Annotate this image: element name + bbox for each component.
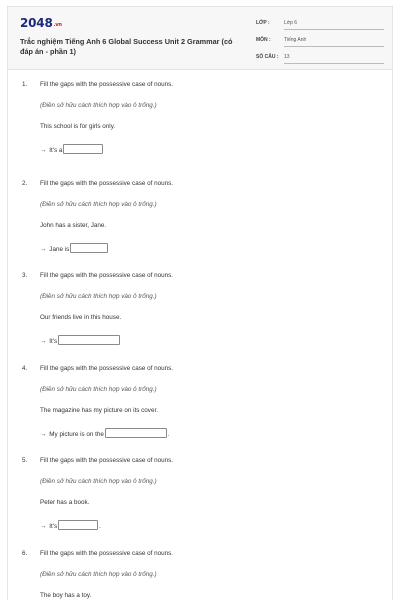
- answer-blank-input[interactable]: [58, 520, 98, 530]
- answer-prefix: Jane is: [49, 246, 70, 253]
- question-hint: (Điền sở hữu cách thích hợp vào ô trống.): [40, 201, 157, 208]
- question-hint: (Điền sở hữu cách thích hợp vào ô trống.): [40, 102, 157, 109]
- worksheet-header: [8, 7, 392, 70]
- answer-blank-input[interactable]: [105, 428, 167, 438]
- answer-prefix: It's: [49, 523, 58, 530]
- question-hint: (Điền sở hữu cách thích hợp vào ô trống.): [40, 293, 157, 300]
- answer-line: [40, 243, 109, 253]
- answer-prefix: It's a: [49, 147, 63, 154]
- question-hint: (Điền sở hữu cách thích hợp vào ô trống.): [40, 386, 157, 393]
- question-prompt: Fill the gaps with the possessive case of nouns.: [40, 550, 174, 557]
- answer-prefix: My picture is on the: [49, 431, 104, 438]
- question-sentence: John has a sister, Jane.: [40, 222, 107, 229]
- question-number: 3.: [22, 272, 28, 279]
- question-prompt: Fill the gaps with the possessive case of nouns.: [40, 365, 174, 372]
- question-sentence: The magazine has my picture on its cover.: [40, 407, 158, 414]
- logo-tld: .vn: [53, 22, 62, 28]
- answer-line: [40, 520, 101, 530]
- question-sentence: This school is for girls only.: [40, 123, 116, 130]
- answer-blank-input[interactable]: [63, 144, 103, 154]
- question-number: 4.: [22, 365, 28, 372]
- logo-main: 2048: [20, 16, 53, 30]
- worksheet-page: [7, 6, 393, 600]
- answer-prefix: It's: [49, 338, 58, 345]
- question-number: 5.: [22, 457, 28, 464]
- meta-row-subject: [256, 36, 384, 53]
- meta-value: Lớp 6: [284, 20, 384, 30]
- answer-line: [40, 335, 121, 345]
- question-hint: (Điền sở hữu cách thích hợp vào ô trống.): [40, 571, 157, 578]
- meta-label: SỐ CÂU :: [256, 54, 279, 60]
- answer-line: [40, 428, 170, 438]
- question-prompt: Fill the gaps with the possessive case of nouns.: [40, 272, 174, 279]
- meta-row-count: [256, 53, 384, 70]
- answer-suffix: .: [167, 431, 170, 438]
- answer-blank-input[interactable]: [70, 243, 108, 253]
- meta-value: Tiếng Anh: [284, 37, 384, 47]
- meta-label: LỚP :: [256, 20, 270, 26]
- arrow-icon: →: [40, 147, 47, 154]
- answer-line: [40, 144, 104, 154]
- arrow-icon: →: [40, 246, 47, 253]
- meta-row-class: [256, 19, 384, 36]
- arrow-icon: →: [40, 431, 47, 438]
- question-sentence: Peter has a book.: [40, 499, 90, 506]
- answer-suffix: .: [99, 523, 101, 530]
- question-number: 1.: [22, 81, 28, 88]
- question-number: 2.: [22, 180, 28, 187]
- page-title: Trắc nghiệm Tiếng Anh 6 Global Success Unit 2 Grammar (có đáp án - phần 1): [20, 37, 233, 56]
- question-prompt: Fill the gaps with the possessive case of nouns.: [40, 81, 174, 88]
- question-hint: (Điền sở hữu cách thích hợp vào ô trống.): [40, 478, 157, 485]
- arrow-icon: →: [40, 523, 47, 530]
- site-logo[interactable]: [20, 16, 62, 30]
- meta-value: 13: [284, 54, 384, 64]
- answer-blank-input[interactable]: [58, 335, 120, 345]
- arrow-icon: →: [40, 338, 47, 345]
- question-prompt: Fill the gaps with the possessive case of nouns.: [40, 180, 174, 187]
- question-number: 6.: [22, 550, 28, 557]
- question-prompt: Fill the gaps with the possessive case of nouns.: [40, 457, 174, 464]
- meta-panel: [256, 19, 384, 70]
- question-sentence: The boy has a toy.: [40, 592, 92, 599]
- meta-label: MÔN :: [256, 37, 271, 43]
- question-sentence: Our friends live in this house.: [40, 314, 122, 321]
